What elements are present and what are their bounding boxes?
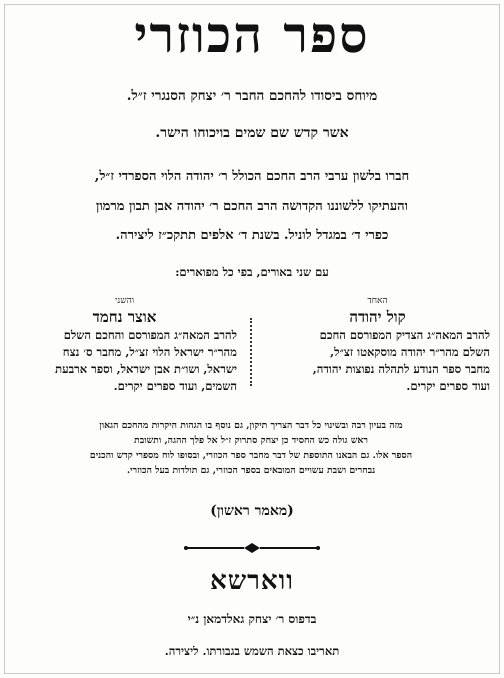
subtitle-line-1: מיוחס ביסודו להחכם החבר ר׳ יצחק הסנגרי ז״ל. (126, 88, 378, 104)
column-divider (250, 318, 252, 386)
edition-notes-paragraph (18, 418, 484, 478)
translator-line: והעתיקו ללשוננו הקדושה הרב החכם ר׳ יהודה אבן תבון מרמון (96, 199, 408, 214)
commentary-left (12, 296, 237, 395)
commentary-caption: האחד (367, 296, 388, 306)
commentary-line: ישראל, ושו״ת אבן ישראל, וספר ארבעת (55, 362, 237, 376)
footer-line: תאריבו כצאת השמש בגבורתו. ליצירה. (164, 644, 340, 658)
paragraph-line: ראש גולה כש החסיד כן יצחק סתרוק ז״ל אל פלך ההגה, ותשובת (134, 435, 368, 446)
commentaries-intro: עם שני באורים, בפי כל מפוארים: (175, 265, 329, 279)
commentary-line: השלם מהר״ר יהודה מוסקאטו זצ״ל, (330, 345, 490, 359)
commentary-text (265, 327, 490, 395)
commentary-name: קול יהודה (349, 308, 406, 326)
book-title: ספר הכוזרי (134, 6, 370, 64)
author-line: חברו בלשון ערבי הרב החכם הכולל ר׳ יהודה הלוי הספרדי ז״ל, (94, 169, 410, 184)
subtitle-line-2: אשר קדש שם שמים בויכוחו הישר. (155, 125, 349, 141)
paragraph-line: הספר אלו. גם הבאנו התוספת של דבר מחבר ספר הכוזרי, ובסופו לוח מספרי קדש והכנים (89, 450, 413, 461)
commentary-line: השמים, ועוד ספרים יקרים. (113, 379, 237, 393)
commentary-name: אוצר נחמד (92, 308, 157, 326)
commentary-right (265, 296, 490, 395)
commentary-line: ועוד ספרים יקרים. (406, 379, 490, 393)
commentary-line: להרב המאה״ג הצדיק המפורסם החכם (319, 328, 490, 342)
printer-line: בדפוס ר׳ יצחק גאלדמאן נ״י (187, 612, 317, 626)
commentary-text (12, 327, 237, 395)
commentary-line: מהר״ר ישראל הלוי זצ״ל, מחבר ס׳ נצח (62, 345, 237, 359)
city-name: ווארשא (210, 566, 294, 596)
commentary-line: להרב המאה״ג המפורסם והחכם השלם (63, 328, 237, 342)
commentary-line: מחבר ספר הנודע לתהלה נפוצות יהודה, (312, 362, 490, 376)
date-line: כפרי ד׳ במגדל לוניל. בשנת ד׳ אלפים תתקכ״ז ליצירה. (115, 228, 389, 243)
paragraph-line: מזה בעיון רבה ובשינוי כל דבר הצריך תיקון, גם נוסף בו הגהות היקרות מהחכם הגאון (99, 420, 403, 431)
paragraph-line: נבחרים ושבת עשויים המובאים בספר הכוזרי, גם תולדות בעל הכוזרי. (126, 465, 376, 476)
section-label: (מאמר ראשון) (210, 503, 294, 519)
commentary-caption: והשני (114, 296, 135, 306)
ornament-divider (182, 541, 322, 555)
